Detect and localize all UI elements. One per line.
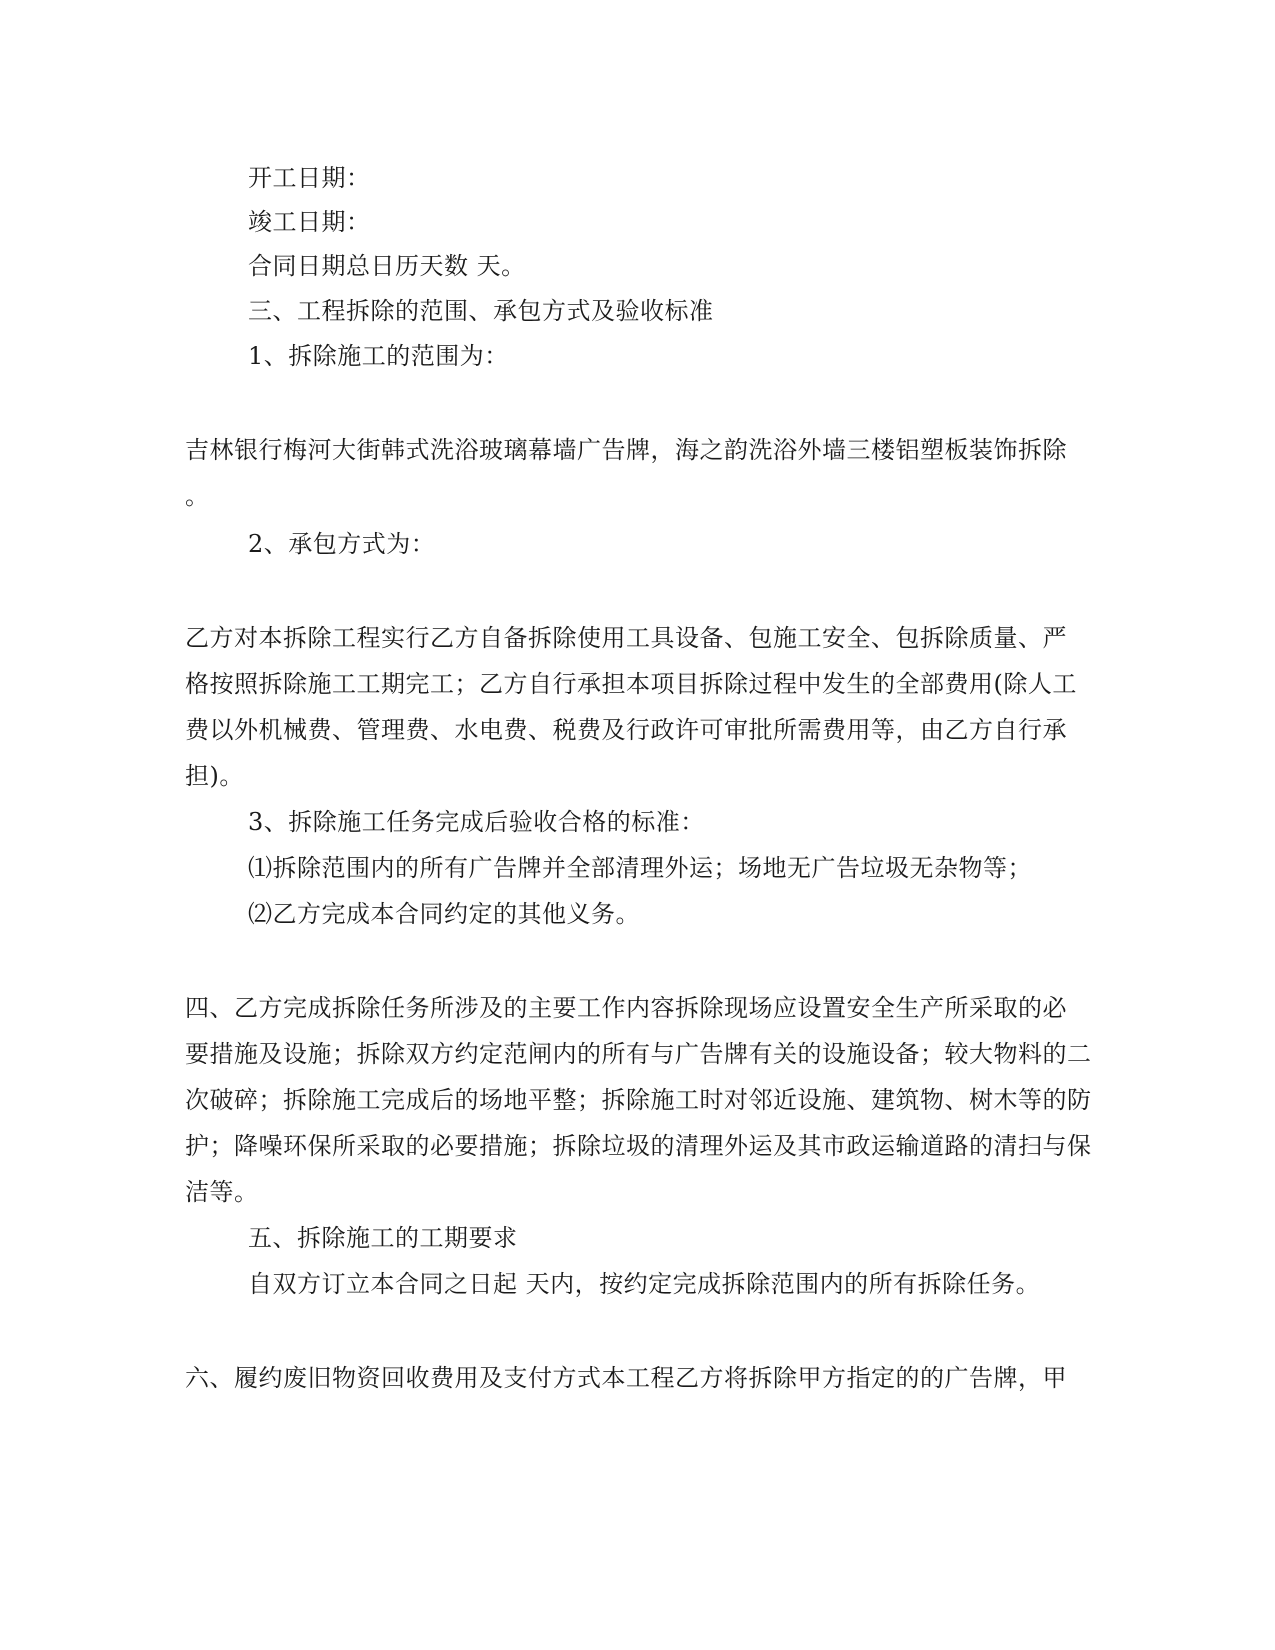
contract-method-line-4: 担)。	[185, 762, 244, 790]
section-4-line-2: 要措施及设施；拆除双方约定范闸内的所有与广告牌有关的设施设备；较大物料的二	[185, 1040, 1092, 1068]
scope-heading: 1、拆除施工的范围为：	[248, 342, 509, 370]
contract-method-line-1: 乙方对本拆除工程实行乙方自备拆除使用工具设备、包施工安全、包拆除质量、严	[185, 624, 1067, 652]
contract-method-line-2: 格按照拆除施工工期完工；乙方自行承担本项目拆除过程中发生的全部费用(除人工	[185, 670, 1077, 698]
section-4-line-4: 护；降噪环保所采取的必要措施；拆除垃圾的清理外运及其市政运输道路的清扫与保	[185, 1132, 1092, 1160]
section-6-line-1: 六、履约废旧物资回收费用及支付方式本工程乙方将拆除甲方指定的的广告牌，甲	[185, 1364, 1067, 1392]
section-4-line-1: 四、乙方完成拆除任务所涉及的主要工作内容拆除现场应设置安全生产所采取的必	[185, 994, 1067, 1022]
scope-text-line-1: 吉林银行梅河大街韩式洗浴玻璃幕墙广告牌，海之韵洗浴外墙三楼铝塑板装饰拆除	[185, 436, 1067, 464]
section-5-heading: 五、拆除施工的工期要求	[248, 1224, 518, 1252]
total-days-line: 合同日期总日历天数 天。	[248, 252, 526, 280]
acceptance-item-1: ⑴拆除范围内的所有广告牌并全部清理外运；场地无广告垃圾无杂物等；	[248, 854, 1032, 882]
start-date-line: 开工日期：	[248, 164, 371, 192]
contract-method-heading: 2、承包方式为：	[248, 530, 436, 558]
completion-date-line: 竣工日期：	[248, 208, 371, 236]
contract-method-line-3: 费以外机械费、管理费、水电费、税费及行政许可审批所需费用等，由乙方自行承	[185, 716, 1067, 744]
section-4-line-3: 次破碎；拆除施工完成后的场地平整；拆除施工时对邻近设施、建筑物、树木等的防	[185, 1086, 1092, 1114]
section-4-line-5: 洁等。	[185, 1178, 259, 1206]
section-3-heading: 三、工程拆除的范围、承包方式及验收标准	[248, 297, 714, 325]
acceptance-item-2: ⑵乙方完成本合同约定的其他义务。	[248, 900, 640, 928]
acceptance-heading: 3、拆除施工任务完成后验收合格的标准：	[248, 808, 705, 836]
scope-text-line-2: 。	[185, 482, 210, 510]
section-5-text: 自双方订立本合同之日起 天内，按约定完成拆除范围内的所有拆除任务。	[248, 1270, 1041, 1298]
